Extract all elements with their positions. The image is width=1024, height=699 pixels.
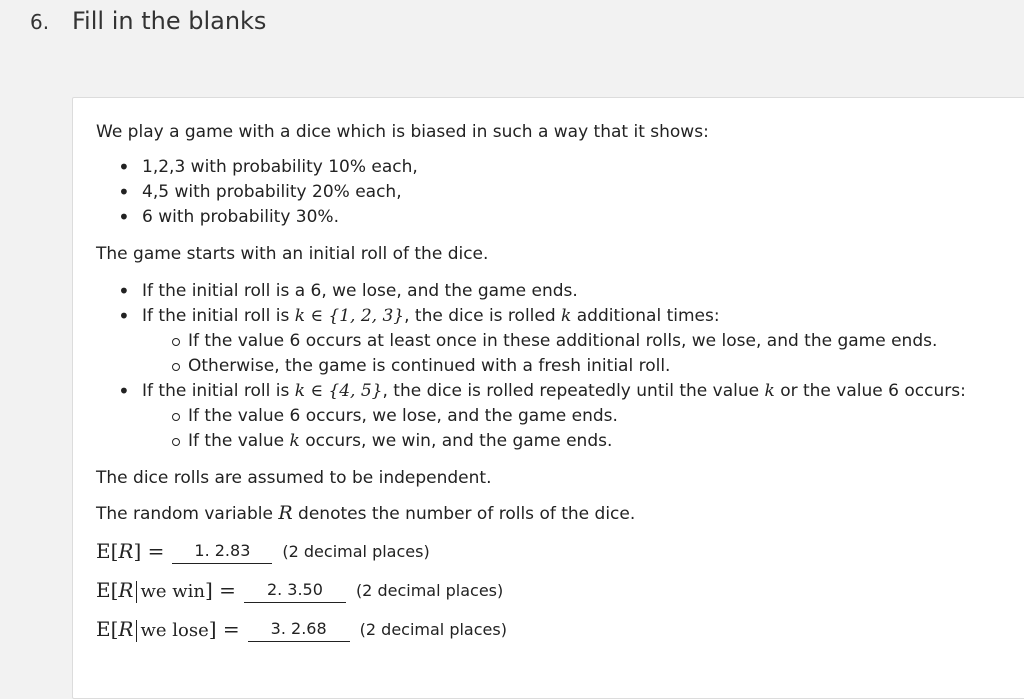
random-variable-text — [96, 501, 996, 527]
answer-note: (2 decimal places) — [359, 620, 507, 639]
rule-item: • If the initial roll is a 6, we lose, and the game ends. — [96, 279, 996, 304]
answer-note: (2 decimal places) — [282, 542, 430, 561]
math-variable: R — [118, 617, 134, 641]
rule-text: If the initial roll is — [142, 381, 295, 401]
rule-text: If the value — [188, 431, 290, 451]
answer-blank-1[interactable]: 1. 2.83 — [172, 539, 272, 564]
sub-rule-list — [142, 404, 996, 454]
question-header — [0, 0, 1024, 60]
rule-text: , the dice is rolled — [404, 306, 562, 326]
math-variable: k — [561, 306, 572, 326]
answer-blank-3[interactable]: 3. 2.68 — [248, 617, 350, 642]
rules-list — [96, 279, 996, 454]
rule-text: , the dice is rolled repeatedly until the value — [382, 381, 765, 401]
math-expression: k ∈ {1, 2, 3} — [294, 306, 405, 326]
math-variable: k — [289, 431, 300, 451]
rule-text: additional times: — [571, 306, 720, 326]
rule-item — [96, 379, 996, 454]
independence-text: The dice rolls are assumed to be independent. — [96, 468, 492, 488]
math-variable: R — [118, 539, 134, 563]
question-number: 6. — [30, 10, 50, 34]
answer-row-3 — [96, 617, 996, 656]
rv-text: The random variable — [96, 504, 279, 524]
math-variable: R — [118, 578, 134, 602]
lhs-equals: ] = — [133, 539, 165, 563]
answer-lhs — [96, 578, 236, 604]
sub-rule-list — [142, 329, 996, 379]
rule-text: or the value 6 occurs: — [774, 381, 966, 401]
list-item: • 4,5 with probability 20% each, — [96, 180, 996, 205]
lhs-bracket: E[ — [96, 539, 119, 563]
probability-list — [96, 155, 996, 230]
rv-text: denotes the number of rolls of the dice. — [292, 504, 636, 524]
lhs-equals: ] = — [208, 617, 240, 641]
sub-rule-item: Otherwise, the game is continued with a fresh initial roll. — [142, 354, 996, 379]
list-item: • 1,2,3 with probability 10% each, — [96, 155, 996, 180]
answer-row-1 — [96, 539, 996, 578]
math-expression: k ∈ {4, 5} — [294, 381, 383, 401]
lhs-bracket: E[ — [96, 617, 119, 641]
start-text: The game starts with an initial roll of the dice. — [96, 244, 489, 264]
answer-note: (2 decimal places) — [355, 581, 504, 600]
math-variable: k — [764, 381, 775, 401]
rule-item — [96, 304, 996, 379]
condition-text: we win — [140, 581, 206, 602]
condition-text: we lose — [140, 620, 209, 641]
rule-text: If the initial roll is — [142, 306, 295, 326]
answer-blank-2[interactable]: 2. 3.50 — [244, 578, 346, 603]
conditional-bar — [136, 620, 137, 642]
question-body — [96, 120, 996, 656]
answer-lhs — [96, 617, 240, 643]
math-variable: R — [278, 502, 293, 524]
answer-lhs — [96, 539, 164, 564]
question-title: Fill in the blanks — [72, 7, 267, 35]
lhs-bracket: E[ — [96, 578, 119, 602]
sub-rule-item: If the value 6 occurs at least once in these additional rolls, we lose, and the game ends. — [142, 329, 996, 354]
lhs-equals: ] = — [205, 578, 236, 602]
answer-row-2 — [96, 578, 996, 617]
conditional-bar — [136, 581, 137, 603]
intro-text: We play a game with a dice which is biased in such a way that it shows: — [96, 122, 709, 142]
rule-text: occurs, we win, and the game ends. — [299, 431, 613, 451]
sub-rule-item — [142, 429, 996, 454]
sub-rule-item: If the value 6 occurs, we lose, and the game ends. — [142, 404, 996, 429]
list-item: • 6 with probability 30%. — [96, 205, 996, 230]
